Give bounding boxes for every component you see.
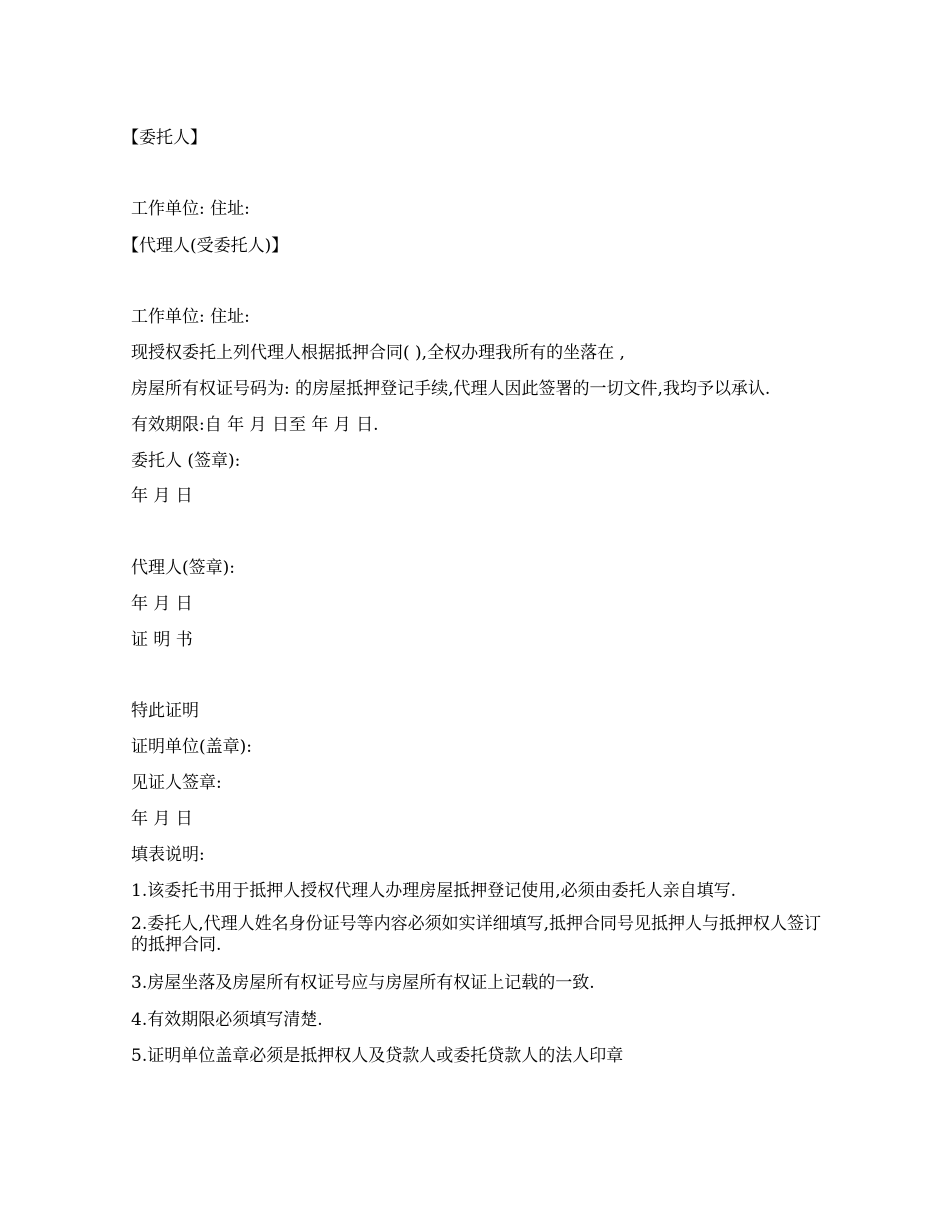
instruction-item: 1.该委托书用于抵押人授权代理人办理房屋抵押登记使用,必须由委托人亲自填写. [131, 881, 737, 901]
witness-signature: 见证人签章: [131, 773, 222, 793]
certificate-date: 年 月 日 [131, 809, 193, 829]
principal-date: 年 月 日 [131, 486, 193, 506]
validity-period: 有效期限:自 年 月 日至 年 月 日. [131, 415, 379, 435]
authorization-line-1: 现授权委托上列代理人根据抵押合同( ),全权办理我所有的坐落在 , [131, 343, 625, 363]
agent-heading: 【代理人(受委托人)】 [122, 236, 289, 256]
instruction-item: 3.房屋坐落及房屋所有权证号应与房屋所有权证上记载的一致. [131, 973, 595, 993]
principal-work-address: 工作单位: 住址: [131, 199, 250, 219]
agent-date: 年 月 日 [131, 594, 193, 614]
principal-signature: 委托人 (签章): [131, 451, 241, 471]
instruction-item: 2.委托人,代理人姓名身份证号等内容必须如实详细填写,抵押合同号见抵押人与抵押权人签订的抵押合同. [131, 914, 822, 955]
authorization-line-2: 房屋所有权证号码为: 的房屋抵押登记手续,代理人因此签署的一切文件,我均予以承认. [131, 379, 771, 399]
certifying-unit: 证明单位(盖章): [131, 737, 252, 757]
agent-work-address: 工作单位: 住址: [131, 307, 250, 327]
instruction-item: 4.有效期限必须填写清楚. [131, 1010, 323, 1030]
instruction-item: 5.证明单位盖章必须是抵押权人及贷款人或委托贷款人的法人印章 [131, 1046, 624, 1066]
agent-signature: 代理人(签章): [131, 558, 235, 578]
hereby-certify: 特此证明 [131, 701, 199, 721]
principal-heading: 【委托人】 [122, 128, 207, 148]
instructions-title: 填表说明: [131, 845, 205, 865]
certificate-title: 证 明 书 [131, 630, 193, 650]
